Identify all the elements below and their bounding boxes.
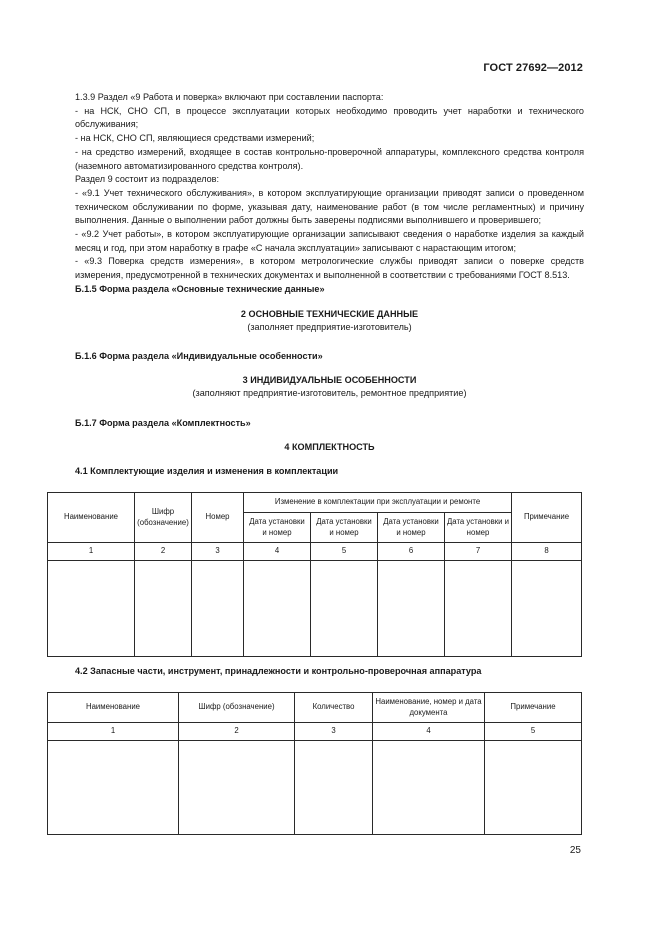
table2-col-number: 3 xyxy=(295,723,373,741)
table1-col-number: 7 xyxy=(445,543,512,561)
table2-col-number: 2 xyxy=(179,723,295,741)
table2-col-number: 1 xyxy=(48,723,179,741)
table2-header-note: Примечание xyxy=(485,693,582,723)
section-b16-heading: Б.1.6 Форма раздела «Индивидуальные особенности» xyxy=(75,351,323,361)
section-b17-heading: Б.1.7 Форма раздела «Комплектность» xyxy=(75,418,251,428)
table1-col-number: 5 xyxy=(311,543,378,561)
paragraph: Раздел 9 состоит из подразделов: xyxy=(75,174,220,185)
table1-subheader: Дата установки и номер xyxy=(311,513,378,543)
section-3-title: 3 ИНДИВИДУАЛЬНЫЕ ОСОБЕННОСТИ xyxy=(242,375,417,385)
table1-header-code: Шифр (обозначение) xyxy=(135,493,192,543)
document-header-id: ГОСТ 27692—2012 xyxy=(483,62,583,74)
section-2-subtitle: (заполняет предприятие-изготовитель) xyxy=(247,322,412,332)
table1-header-group: Изменение в комплектации при эксплуатации и ремонте xyxy=(244,493,512,513)
table2-header-code: Шифр (обозначение) xyxy=(179,693,295,723)
table2-header-qty: Количество xyxy=(295,693,373,723)
section-4-title: 4 КОМПЛЕКТНОСТЬ xyxy=(284,442,375,452)
table2-empty-row xyxy=(48,741,582,835)
table1-col-number: 2 xyxy=(135,543,192,561)
table1-col-number: 3 xyxy=(192,543,244,561)
section-2-title: 2 ОСНОВНЫЕ ТЕХНИЧЕСКИЕ ДАННЫЕ xyxy=(240,309,419,319)
spare-parts-table xyxy=(47,692,582,835)
table1-subheader: Дата установки и номер xyxy=(445,513,512,543)
components-table xyxy=(47,492,582,657)
section-b15-heading: Б.1.5 Форма раздела «Основные технические данные» xyxy=(75,284,325,294)
section-42-heading: 4.2 Запасные части, инструмент, принадлежности и контрольно-проверочная аппаратура xyxy=(75,666,482,676)
intro-text xyxy=(75,91,584,283)
table1-col-number: 1 xyxy=(48,543,135,561)
table1-subheader: Дата установки и номер xyxy=(244,513,311,543)
section-41-heading: 4.1 Комплектующие изделия и изменения в комплектации xyxy=(75,466,339,476)
table1-header-number: Номер xyxy=(192,493,244,543)
table1-col-number: 4 xyxy=(244,543,311,561)
table2-header-doc: Наименование, номер и дата документа xyxy=(373,693,485,723)
section-3-subtitle: (заполняют предприятие-изготовитель, ремонтное предприятие) xyxy=(192,388,467,398)
table1-subheader: Дата установки и номер xyxy=(378,513,445,543)
table1-header-note: Примечание xyxy=(512,493,582,543)
table1-empty-row xyxy=(48,561,582,657)
table2-col-number: 4 xyxy=(373,723,485,741)
paragraph: - «9.2 Учет работы», в котором эксплуатирующие организации записывают сведения о наработке изделия за каждый месяц и год, при этом наработку в графе «С начала эксплуатации» записывают с нарастающим итогом; xyxy=(75,229,584,253)
table1-col-number: 6 xyxy=(378,543,445,561)
table2-col-number: 5 xyxy=(485,723,582,741)
paragraph: 1.3.9 Раздел «9 Работа и поверка» включают при составлении паспорта: xyxy=(75,92,384,102)
paragraph: - на НСК, СНО СП, являющиеся средствами измерений; xyxy=(75,133,315,144)
paragraph: - «9.1 Учет технического обслуживания», в котором эксплуатирующие организации приводят записи о проведенном техническом обслуживании по форме, указывая дату, наименование работ (в том числе регламентных) и причину выполнения. Данные о выполнении работ должны быть заверены подписями выполнившего и проверившего; xyxy=(75,187,584,226)
paragraph: - на средство измерений, входящее в состав контрольно-проверочной аппаратуры, комплексного средства контроля (наземного автоматизированного средства контроля). xyxy=(75,146,584,171)
page-number: 25 xyxy=(569,845,581,856)
table1-col-number: 8 xyxy=(512,543,582,561)
table2-header-name: Наименование xyxy=(48,693,179,723)
paragraph: - «9.3 Поверка средств измерения», в котором метрологические службы приводят записи о поверке средств измерения, предусмотренной в технических документах и выполненной в соответствии с требованиями ГОСТ 8.513. xyxy=(75,256,584,281)
paragraph: - на НСК, СНО СП, в процессе эксплуатации которых необходимо проводить учет наработки и технического обслуживания; xyxy=(75,105,584,130)
table1-header-name: Наименование xyxy=(48,493,135,543)
